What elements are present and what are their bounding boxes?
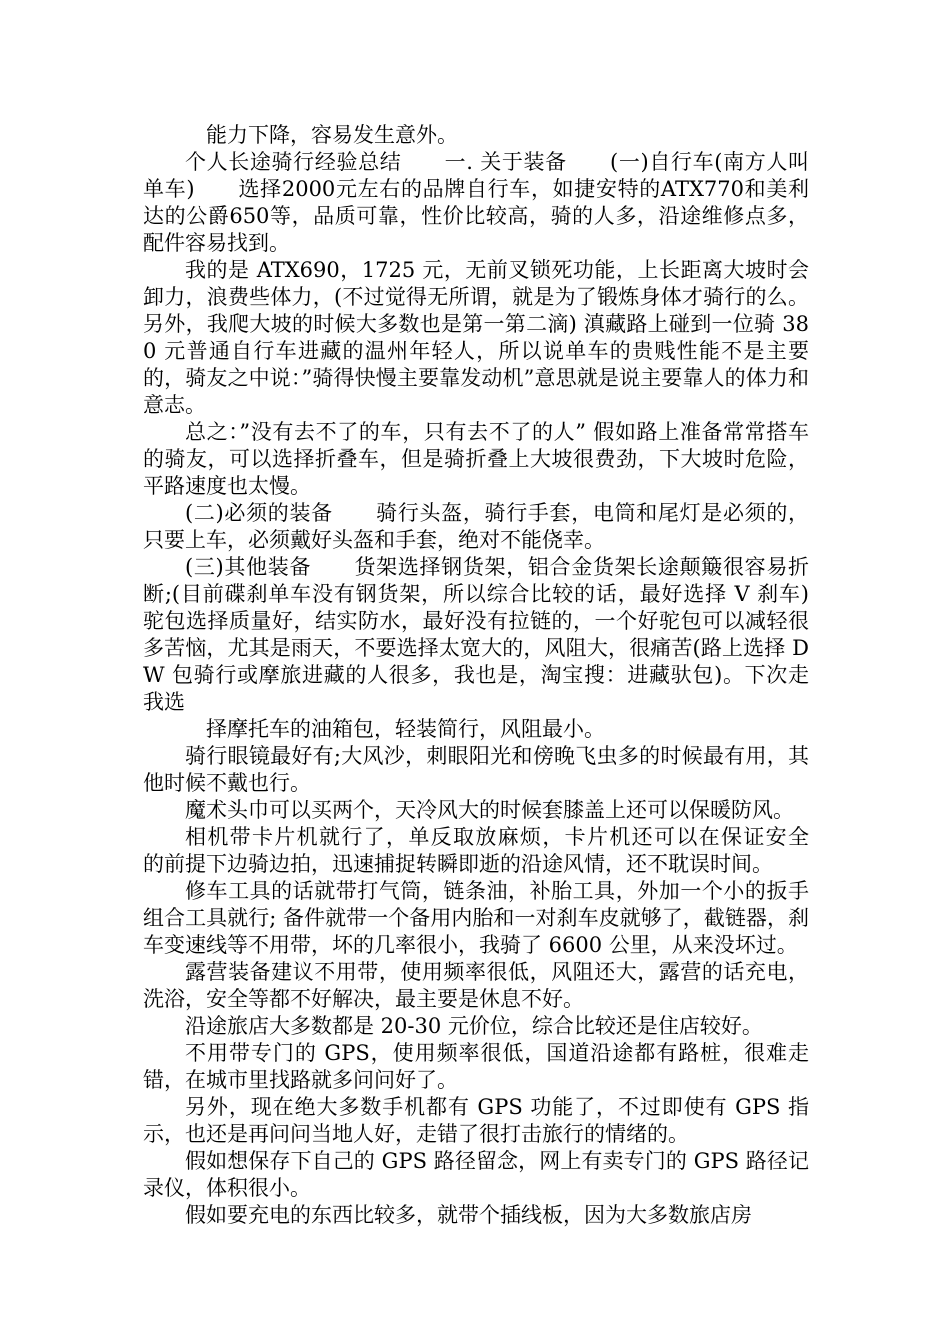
paragraph: 不用带专门的 GPS，使用频率很低，国道沿途都有路桩，很难走错，在城市里找路就多问问好了。 bbox=[143, 1041, 809, 1092]
paragraph: 修车工具的话就带打气筒，链条油，补胎工具，外加一个小的扳手组合工具就行; 备件就带一个备用内胎和一对刹车皮就够了，截链器，刹车变速线等不用带，坏的几率很小，我骑了 6600 公里，从来没坏过。 bbox=[143, 879, 809, 957]
paragraph: 另外，现在绝大多数手机都有 GPS 功能了，不过即使有 GPS 指示，也还是再问问当地人好，走错了很打击旅行的情绪的。 bbox=[143, 1095, 809, 1146]
paragraph: 沿途旅店大多数都是 20-30 元价位，综合比较还是住店较好。 bbox=[185, 1014, 763, 1038]
paragraph: (三)其他装备 货架选择钢货架，铝合金货架长途颠簸很容易折断;(目前碟刹单车没有钢货架，所以综合比较的话，最好选择 V 刹车) 驼包选择质量好，结实防水，最好没有拉链的，一个好驼包可以减轻很多苦恼，尤其是雨天，不要选择太宽大的，风阻大，很痛苦(路上选择 DW 包骑行或摩旅进藏的人很多，我也是，淘宝搜：进藏驮包)。下次走我选 bbox=[143, 555, 851, 714]
paragraph: 能力下降，容易发生意外。 bbox=[206, 123, 458, 147]
paragraph: 我的是 ATX690，1725 元，无前叉锁死功能，上长距离大坡时会卸力，浪费些体力，(不过觉得无所谓，就是为了锻炼身体才骑行的么。另外，我爬大坡的时候大多数也是第一第二滴) 滇藏路上碰到一位骑 380 元普通自行车进藏的温州年轻人，所以说单车的贵贱性能不是主要的，骑友之中说：”骑得快慢主要靠发动机”意思就是说主要靠人的体力和意志。 bbox=[143, 258, 809, 417]
paragraph: 骑行眼镜最好有;大风沙，刺眼阳光和傍晚飞虫多的时候最有用，其他时候不戴也行。 bbox=[143, 744, 809, 795]
paragraph: 总之：”没有去不了的车，只有去不了的人” 假如路上准备常常搭车的骑友，可以选择折叠车，但是骑折叠上大坡很费劲，下大坡时危险，平路速度也太慢。 bbox=[143, 420, 809, 498]
paragraph: 择摩托车的油箱包，轻装简行，风阻最小。 bbox=[206, 717, 605, 741]
paragraph: (二)必须的装备 骑行头盔，骑行手套，电筒和尾灯是必须的，只要上车，必须戴好头盔和手套，绝对不能侥幸。 bbox=[143, 501, 809, 552]
paragraph: 假如想保存下自己的 GPS 路径留念，网上有卖专门的 GPS 路径记录仪，体积很小。 bbox=[143, 1149, 809, 1200]
paragraph: 相机带卡片机就行了，单反取放麻烦，卡片机还可以在保证安全 的前提下边骑边拍，迅速捕捉转瞬即逝的沿途风情，还不耽误时间。 bbox=[143, 825, 851, 876]
paragraph: 魔术头巾可以买两个，天冷风大的时候套膝盖上还可以保暖防风。 bbox=[185, 798, 794, 822]
paragraph: 假如要充电的东西比较多，就带个插线板，因为大多数旅店房 bbox=[185, 1203, 752, 1227]
document-body bbox=[143, 122, 851, 1229]
paragraph: 个人长途骑行经验总结 一. 关于装备 (一)自行车(南方人叫单车) 选择2000元左右的品牌自行车，如捷安特的ATX770和美利达的公爵650等，品质可靠，性价比较高，骑的人多，沿途维修点多，配件容易找到。 bbox=[143, 150, 809, 255]
paragraph: 露营装备建议不用带，使用频率很低，风阻还大，露营的话充电，洗浴，安全等都不好解决，最主要是休息不好。 bbox=[143, 960, 809, 1011]
